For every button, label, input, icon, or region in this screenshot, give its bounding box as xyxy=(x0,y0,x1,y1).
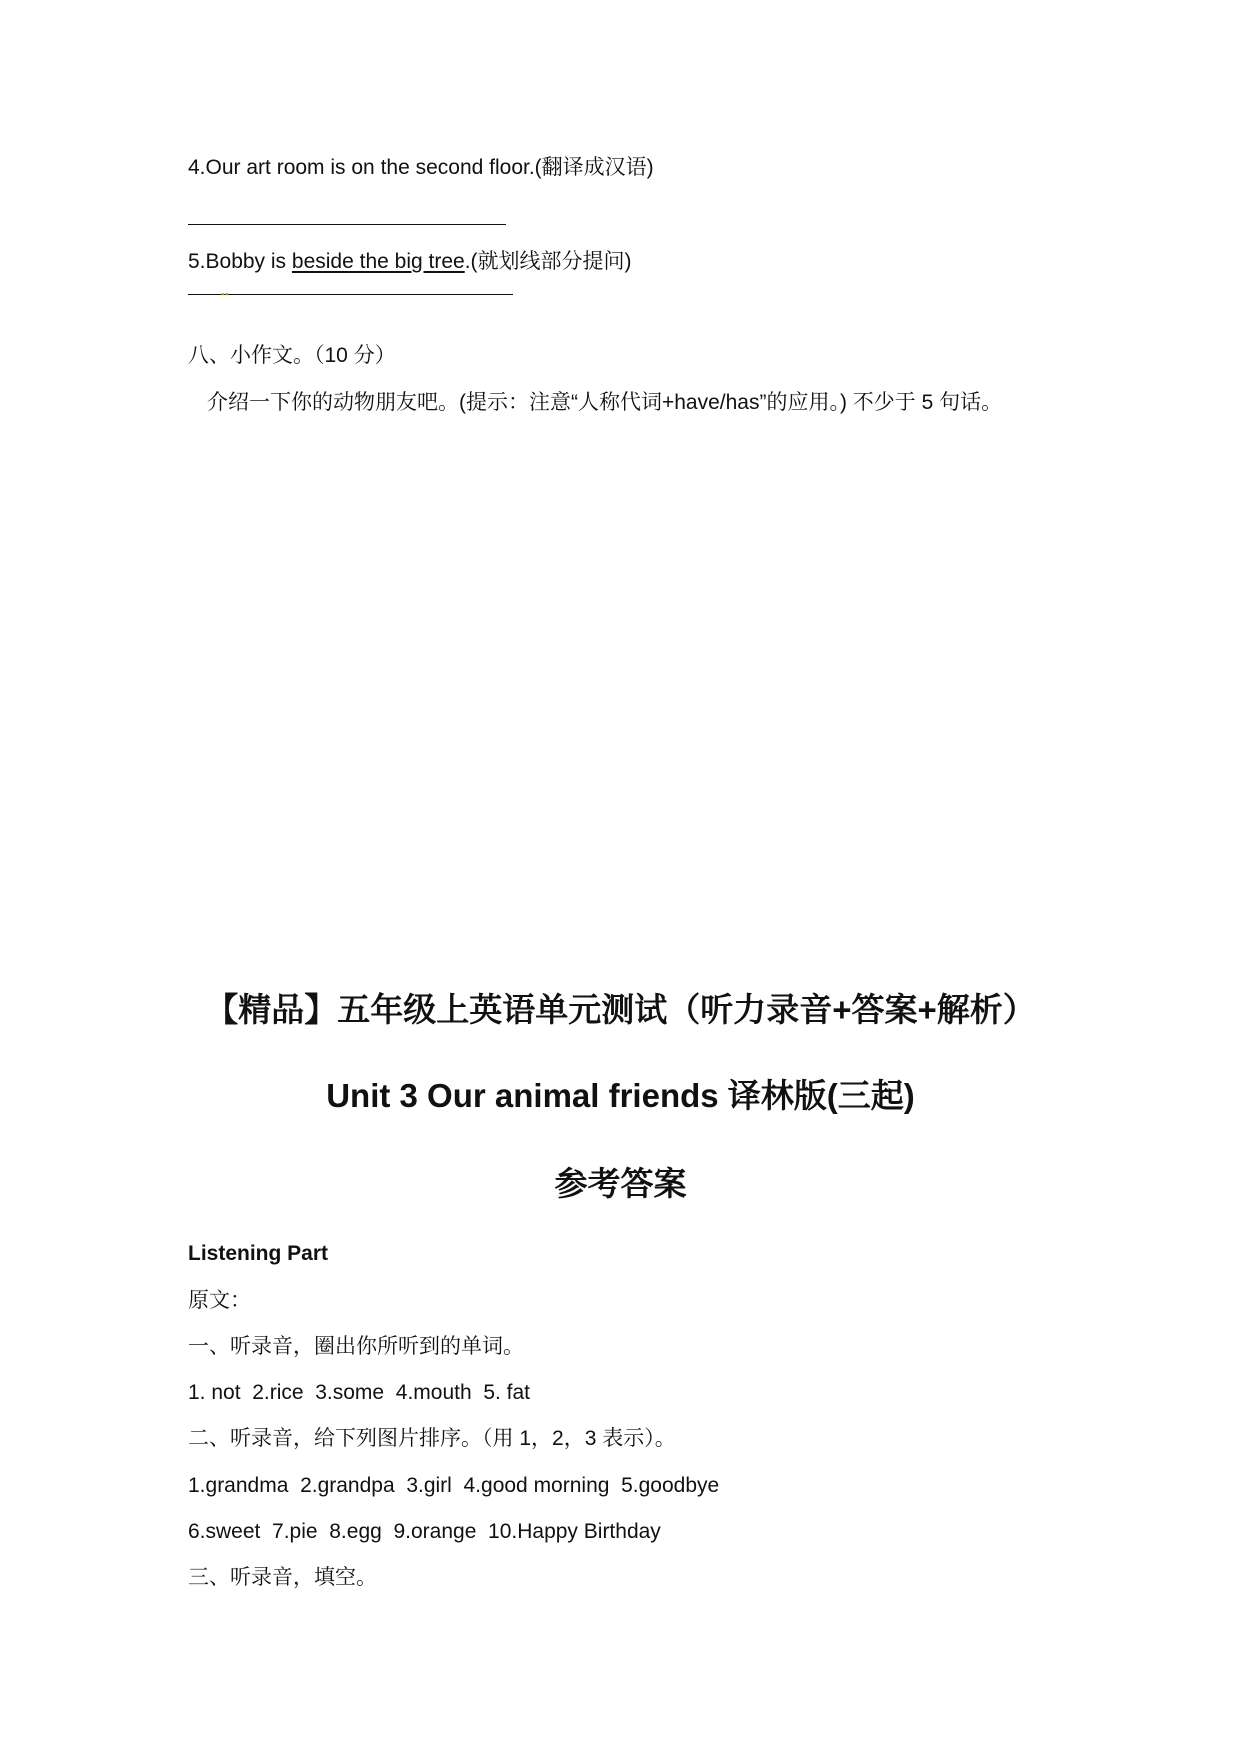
answers-title-line1: 【精品】五年级上英语单元测试（听力录音+答案+解析） xyxy=(205,991,1036,1028)
section2-heading: 二、听录音，给下列图片排序。（用 1，2，3 表示）。 xyxy=(188,1427,676,1450)
section2-items-a: 1.grandma 2.grandpa 3.girl 4.good morning 5.goodbye xyxy=(188,1474,720,1497)
decorative-dots: ▪▪ xyxy=(221,289,230,299)
original-text-label: 原文： xyxy=(188,1289,251,1312)
section1-items: 1. not 2.rice 3.some 4.mouth 5. fat xyxy=(188,1381,531,1404)
question-5-prefix: 5.Bobby is xyxy=(188,250,292,273)
listening-part-label: Listening Part xyxy=(188,1242,329,1265)
answer-line-5 xyxy=(188,294,513,295)
section3-heading: 三、听录音，填空。 xyxy=(188,1566,377,1589)
question-4: 4.Our art room is on the second floor.(翻译成汉语) xyxy=(188,156,654,179)
composition-prompt: 介绍一下你的动物朋友吧。(提示：注意“人称代词+have/has”的应用。) 不少于 5 句话。 xyxy=(207,391,1003,414)
answers-title-line3: 参考答案 xyxy=(554,1165,687,1202)
question-5 xyxy=(188,248,632,276)
composition-heading: 八、小作文。（10 分） xyxy=(188,344,396,367)
answer-line-4 xyxy=(188,224,506,225)
section2-items-b: 6.sweet 7.pie 8.egg 9.orange 10.Happy Birthday xyxy=(188,1520,661,1543)
answers-title-line2: Unit 3 Our animal friends 译林版(三起) xyxy=(326,1077,915,1114)
question-5-suffix: .(就划线部分提问) xyxy=(464,250,632,273)
question-5-underlined: beside the big tree xyxy=(291,250,465,273)
section1-heading: 一、听录音，圈出你所听到的单词。 xyxy=(188,1335,524,1358)
